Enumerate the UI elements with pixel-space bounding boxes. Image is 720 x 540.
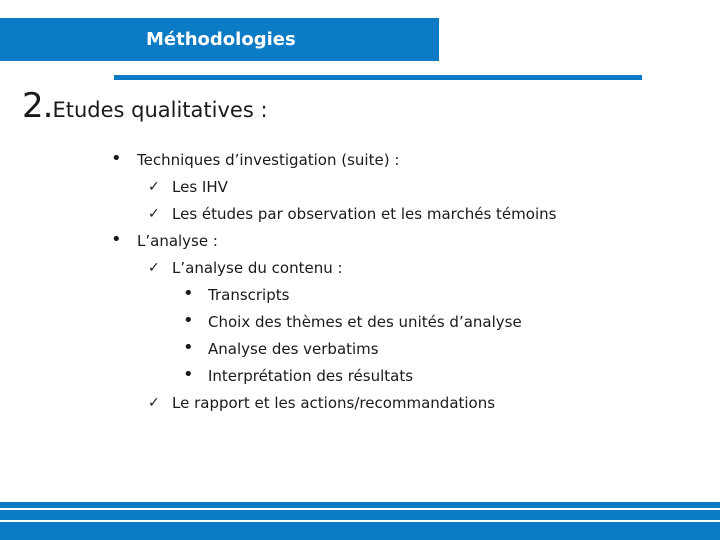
footer-stripe bbox=[0, 508, 720, 510]
footer-stripe bbox=[0, 520, 720, 522]
bullet-icon: • bbox=[111, 229, 122, 250]
section-heading bbox=[22, 86, 268, 126]
list-item: Les IHV bbox=[172, 178, 228, 196]
check-icon: ✓ bbox=[148, 260, 160, 276]
bullet-icon: • bbox=[183, 337, 194, 358]
list-item: Le rapport et les actions/recommandations bbox=[172, 394, 496, 412]
list-item: Transcripts bbox=[208, 286, 290, 304]
list-item: Techniques d’investigation (suite) : bbox=[137, 151, 400, 169]
list-item: Interprétation des résultats bbox=[208, 367, 414, 385]
check-icon: ✓ bbox=[148, 206, 160, 222]
slide-header-title: Méthodologies bbox=[146, 29, 296, 50]
section-title: Etudes qualitatives : bbox=[52, 98, 268, 122]
list-item: Analyse des verbatims bbox=[208, 340, 379, 358]
bullet-icon: • bbox=[183, 310, 194, 331]
check-icon: ✓ bbox=[148, 395, 160, 411]
check-icon: ✓ bbox=[148, 179, 160, 195]
bullet-icon: • bbox=[183, 283, 194, 304]
list-item: Choix des thèmes et des unités d’analyse bbox=[208, 313, 522, 331]
list-item: Les études par observation et les marchés témoins bbox=[172, 205, 557, 223]
section-number: 2. bbox=[22, 86, 53, 126]
list-item: L’analyse : bbox=[137, 232, 218, 250]
bullet-icon: • bbox=[111, 148, 122, 169]
bullet-icon: • bbox=[183, 364, 194, 385]
list-item: L’analyse du contenu : bbox=[172, 259, 343, 277]
accent-divider bbox=[114, 75, 642, 80]
footer-band bbox=[0, 502, 720, 540]
